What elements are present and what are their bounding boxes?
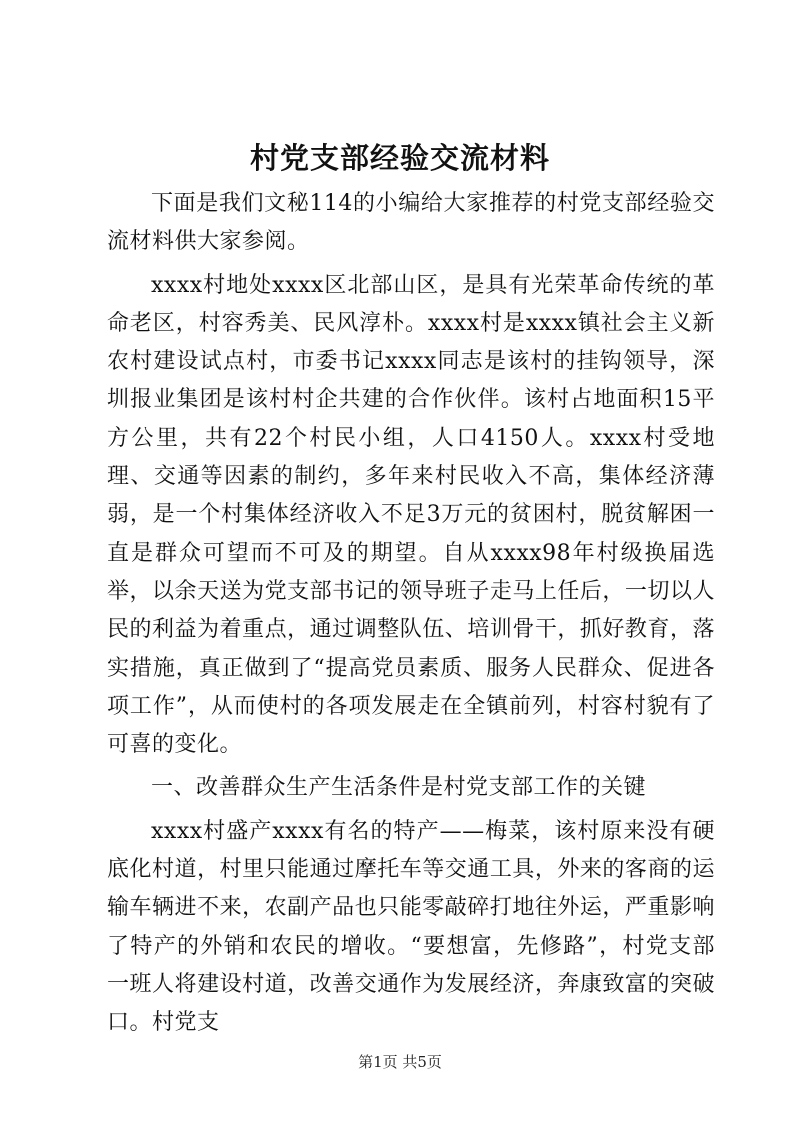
document-title: 村党支部经验交流材料 <box>249 141 550 175</box>
road-construction-paragraph: xxxx村盛产xxxx有名的特产——梅菜，该村原来没有硬底化村道，村里只能通过摩托车等交通工具，外来的客商的运输车辆进不来，农副产品也只能零敲碎打地往外运，严重影响了特产的外销和农民的增收。“要想富，先修路”，村党支部一班人将建设村道，改善交通作为发展经济，奔康致富的突破口。村党支 <box>107 818 715 1036</box>
page-number-footer: 第1页 共5页 <box>358 1053 442 1071</box>
document-body <box>107 185 715 1048</box>
village-overview-paragraph: xxxx村地处xxxx区北部山区，是具有光荣革命传统的革命老区，村容秀美、民风淳朴。xxxx村是xxxx镇社会主义新农村建设试点村，市委书记xxxx同志是该村的挂钩领导，深圳报业集团是该村村企共建的合作伙伴。该村占地面积15平方公里，共有22个村民小组，人口4150人。xxxx村受地理、交通等因素的制约，多年来村民收入不高，集体经济薄弱，是一个村集体经济收入不足3万元的贫困村，脱贫解困一直是群众可望而不可及的期望。自从xxxx98年村级换届选举，以余天送为党支部书记的领导班子走马上任后，一切以人民的利益为着重点，通过调整队伍、培训骨干，抓好教育，落实措施，真正做到了“提高党员素质、服务人民群众、促进各项工作”，从而使村的各项发展走在全镇前列，村容村貌有了可喜的变化。 <box>107 272 715 758</box>
section-heading-1: 一、改善群众生产生活条件是村党支部工作的关键 <box>151 775 647 801</box>
intro-paragraph: 下面是我们文秘114的小编给大家推荐的村党支部经验交流材料供大家参阅。 <box>107 191 715 255</box>
